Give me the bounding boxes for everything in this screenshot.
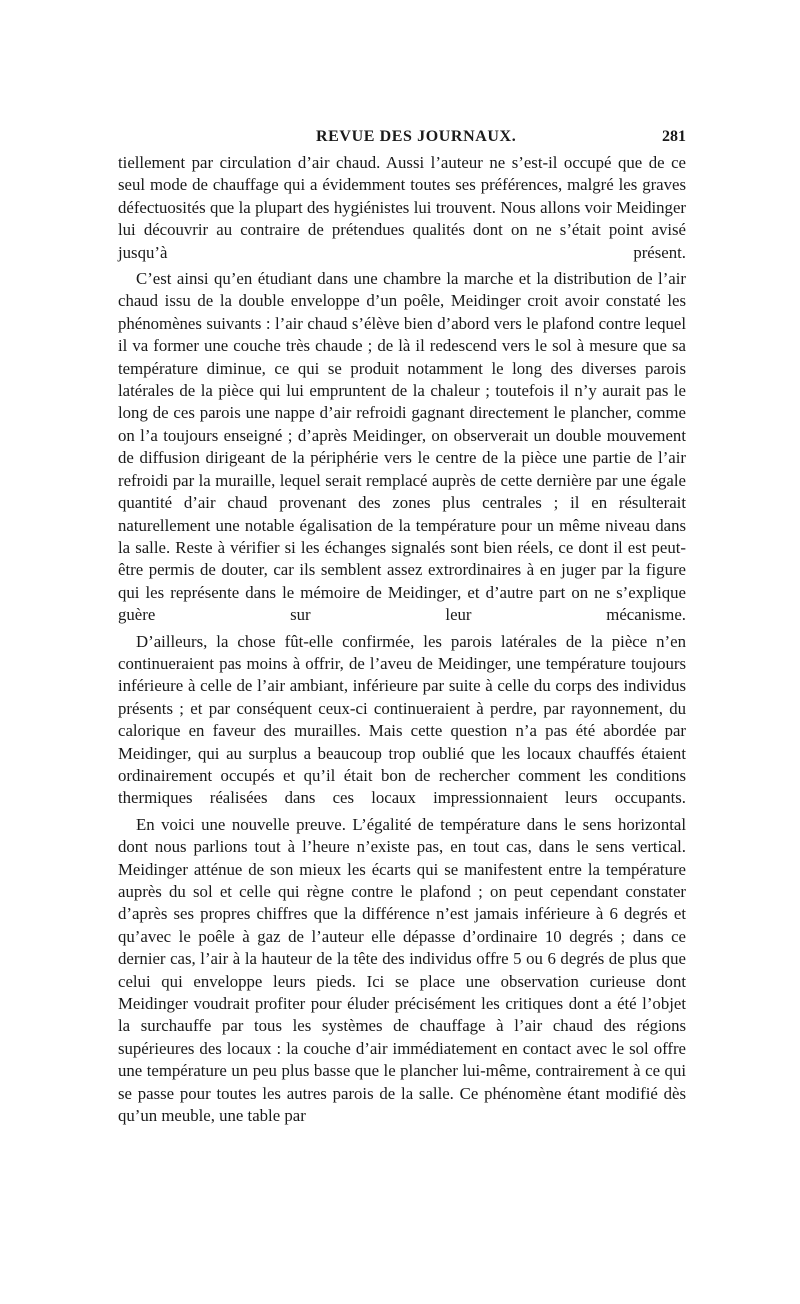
page-header bbox=[118, 128, 686, 152]
paragraph-vertical-temperature: En voici une nouvelle preuve. L’égalité de température dans le sens horizontal dont nous parlions tout à l’heure n’existe pas, en tout cas, dans le sens vertical. Meidinger atténue de son mieux les écarts qui se manifestent entre la température auprès du sol et celle qui règne contre le plafond ; on peut cependant constater d’après ses propres chiffres que la différence n’est jamais inférieure à 6 degrés et qu’avec le poêle à gaz de l’auteur elle dépasse d’ordinaire 10 degrés ; dans ce dernier cas, l’air à la hauteur de la tête des individus offre 5 ou 6 degrés de plus que celui qui enveloppe leurs pieds. Ici se place une observation curieuse dont Meidinger voudrait profiter pour éluder précisément les critiques dont a été l’objet la surchauffe par tous les systèmes de chauffage à l’air chaud des régions supérieures des locaux : la couche d’air immédiatement en contact avec le sol offre une température un peu plus basse que le plancher lui-même, contrairement à ce qui se passe pour toutes les autres parois de la salle. Ce phénomène étant modifié dès qu’un meuble, une table par bbox=[118, 814, 686, 1126]
paragraph-continuation: tiellement par circulation d’air chaud. Aussi l’auteur ne s’est-il occupé que de ce seul mode de chauffage qui a évidemment toutes ses préférences, malgré les graves défectuosités que la plupart des hygiénistes lui trouvent. Nous allons voir Meidinger lui découvrir au contraire de prétendues qualités dont on ne s’était point avisé jusqu’à présent. bbox=[118, 153, 686, 262]
body-text bbox=[118, 152, 686, 1131]
page-number: 281 bbox=[662, 128, 686, 145]
running-title: REVUE DES JOURNAUX. bbox=[316, 128, 517, 145]
paragraph-air-distribution: C’est ainsi qu’en étudiant dans une chambre la marche et la distribution de l’air chaud issu de la double enveloppe d’un poêle, Meidinger croit avoir constaté les phénomènes suivants : l’air chaud s’élève bien d’abord vers le plafond contre lequel il va former une couche très chaude ; de là il redescend vers le sol à mesure que sa température diminue, ce qui se produit notamment le long des diverses parois latérales de la pièce qui lui empruntent de la chaleur ; toutefois il n’y aurait pas le long de ces parois une nappe d’air refroidi gagnant directement le plancher, comme on l’a toujours enseigné ; d’après Meidinger, on observerait un double mouvement de diffusion dirigeant de la périphérie vers le centre de la pièce une partie de l’air refroidi par la muraille, lequel serait remplacé auprès de cette dernière par une égale quantité d’air chaud provenant des zones plus centrales ; il en résulterait naturellement une notable égalisation de la température pour un même niveau dans la salle. Reste à vérifier si les échanges signalés sont bien réels, ce dont il est peut-être permis de douter, car ils semblent assez extrordinaires à en juger par la figure qui les représente dans le mémoire de Meidinger, et d’autre part on ne s’explique guère sur leur mécanisme. bbox=[118, 269, 686, 625]
paragraph-lateral-walls: D’ailleurs, la chose fût-elle confirmée, les parois latérales de la pièce n’en continueraient pas moins à offrir, de l’aveu de Meidinger, une température toujours inférieure à celle de l’air ambiant, inférieure par suite à celle du corps des individus présents ; et par conséquent ceux-ci continueraient à perdre, par rayonnement, du calorique en faveur des murailles. Mais cette question n’a pas été abordée par Meidinger, qui au surplus a beaucoup trop oublié que les locaux chauffés étaient ordinairement occupés et qu’il était bon de rechercher comment les conditions thermiques réalisées dans ces locaux impressionnaient leurs occupants. bbox=[118, 631, 686, 808]
